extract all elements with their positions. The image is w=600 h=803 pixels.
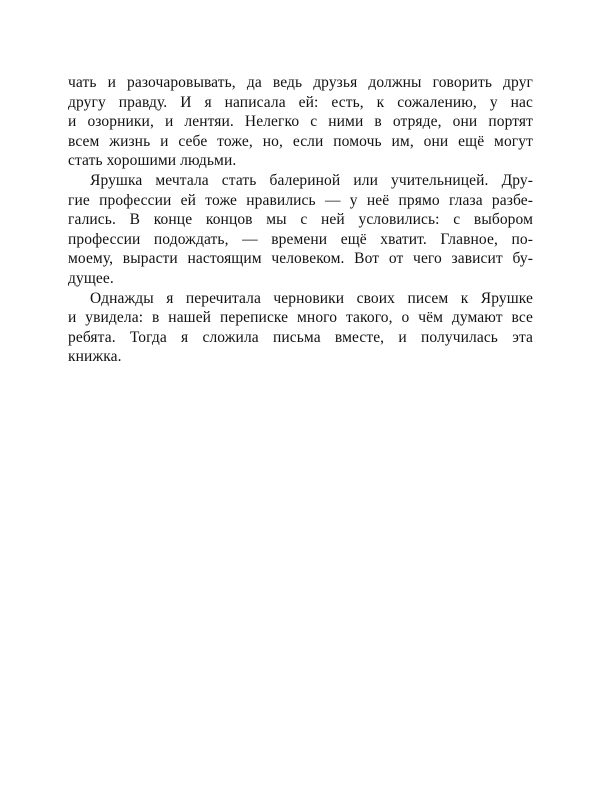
text-line: дущее. <box>68 269 114 287</box>
body-text <box>68 73 533 367</box>
text-line: моему, вырасти настоящим человеком. Вот от чего зависит бу- <box>68 250 533 268</box>
text-line: и озорники, и лентяи. Нелегко с ними в отряде, они портят <box>68 113 533 131</box>
paragraph-2 <box>68 171 533 289</box>
text-line: гались. В конце концов мы с ней условились: с выбором <box>68 211 533 229</box>
text-line: ребята. Тогда я сложила письма вместе, и получилась эта <box>68 328 533 346</box>
text-line: Однажды я перечитала черновики своих писем к Ярушке <box>90 289 533 307</box>
text-line: и увидела: в нашей переписке много такого, о чём думают все <box>68 309 533 327</box>
text-line: стать хорошими людьми. <box>68 152 237 170</box>
text-line: гие профессии ей тоже нравились — у неё прямо глаза разбе- <box>68 191 533 209</box>
paragraph-3 <box>68 289 533 367</box>
paragraph-1 <box>68 73 533 171</box>
text-line: чать и разочаровывать, да ведь друзья должны говорить друг <box>68 74 533 91</box>
text-line: всем жизнь и себе тоже, но, если помочь им, они ещё могут <box>68 132 533 150</box>
text-line: Ярушка мечтала стать балериной или учительницей. Дру- <box>90 171 533 189</box>
text-line: книжка. <box>68 348 122 366</box>
text-line: профессии подождать, — времени ещё хватит. Главное, по- <box>68 230 533 248</box>
text-line: другу правду. И я написала ей: есть, к сожалению, у нас <box>68 93 533 111</box>
